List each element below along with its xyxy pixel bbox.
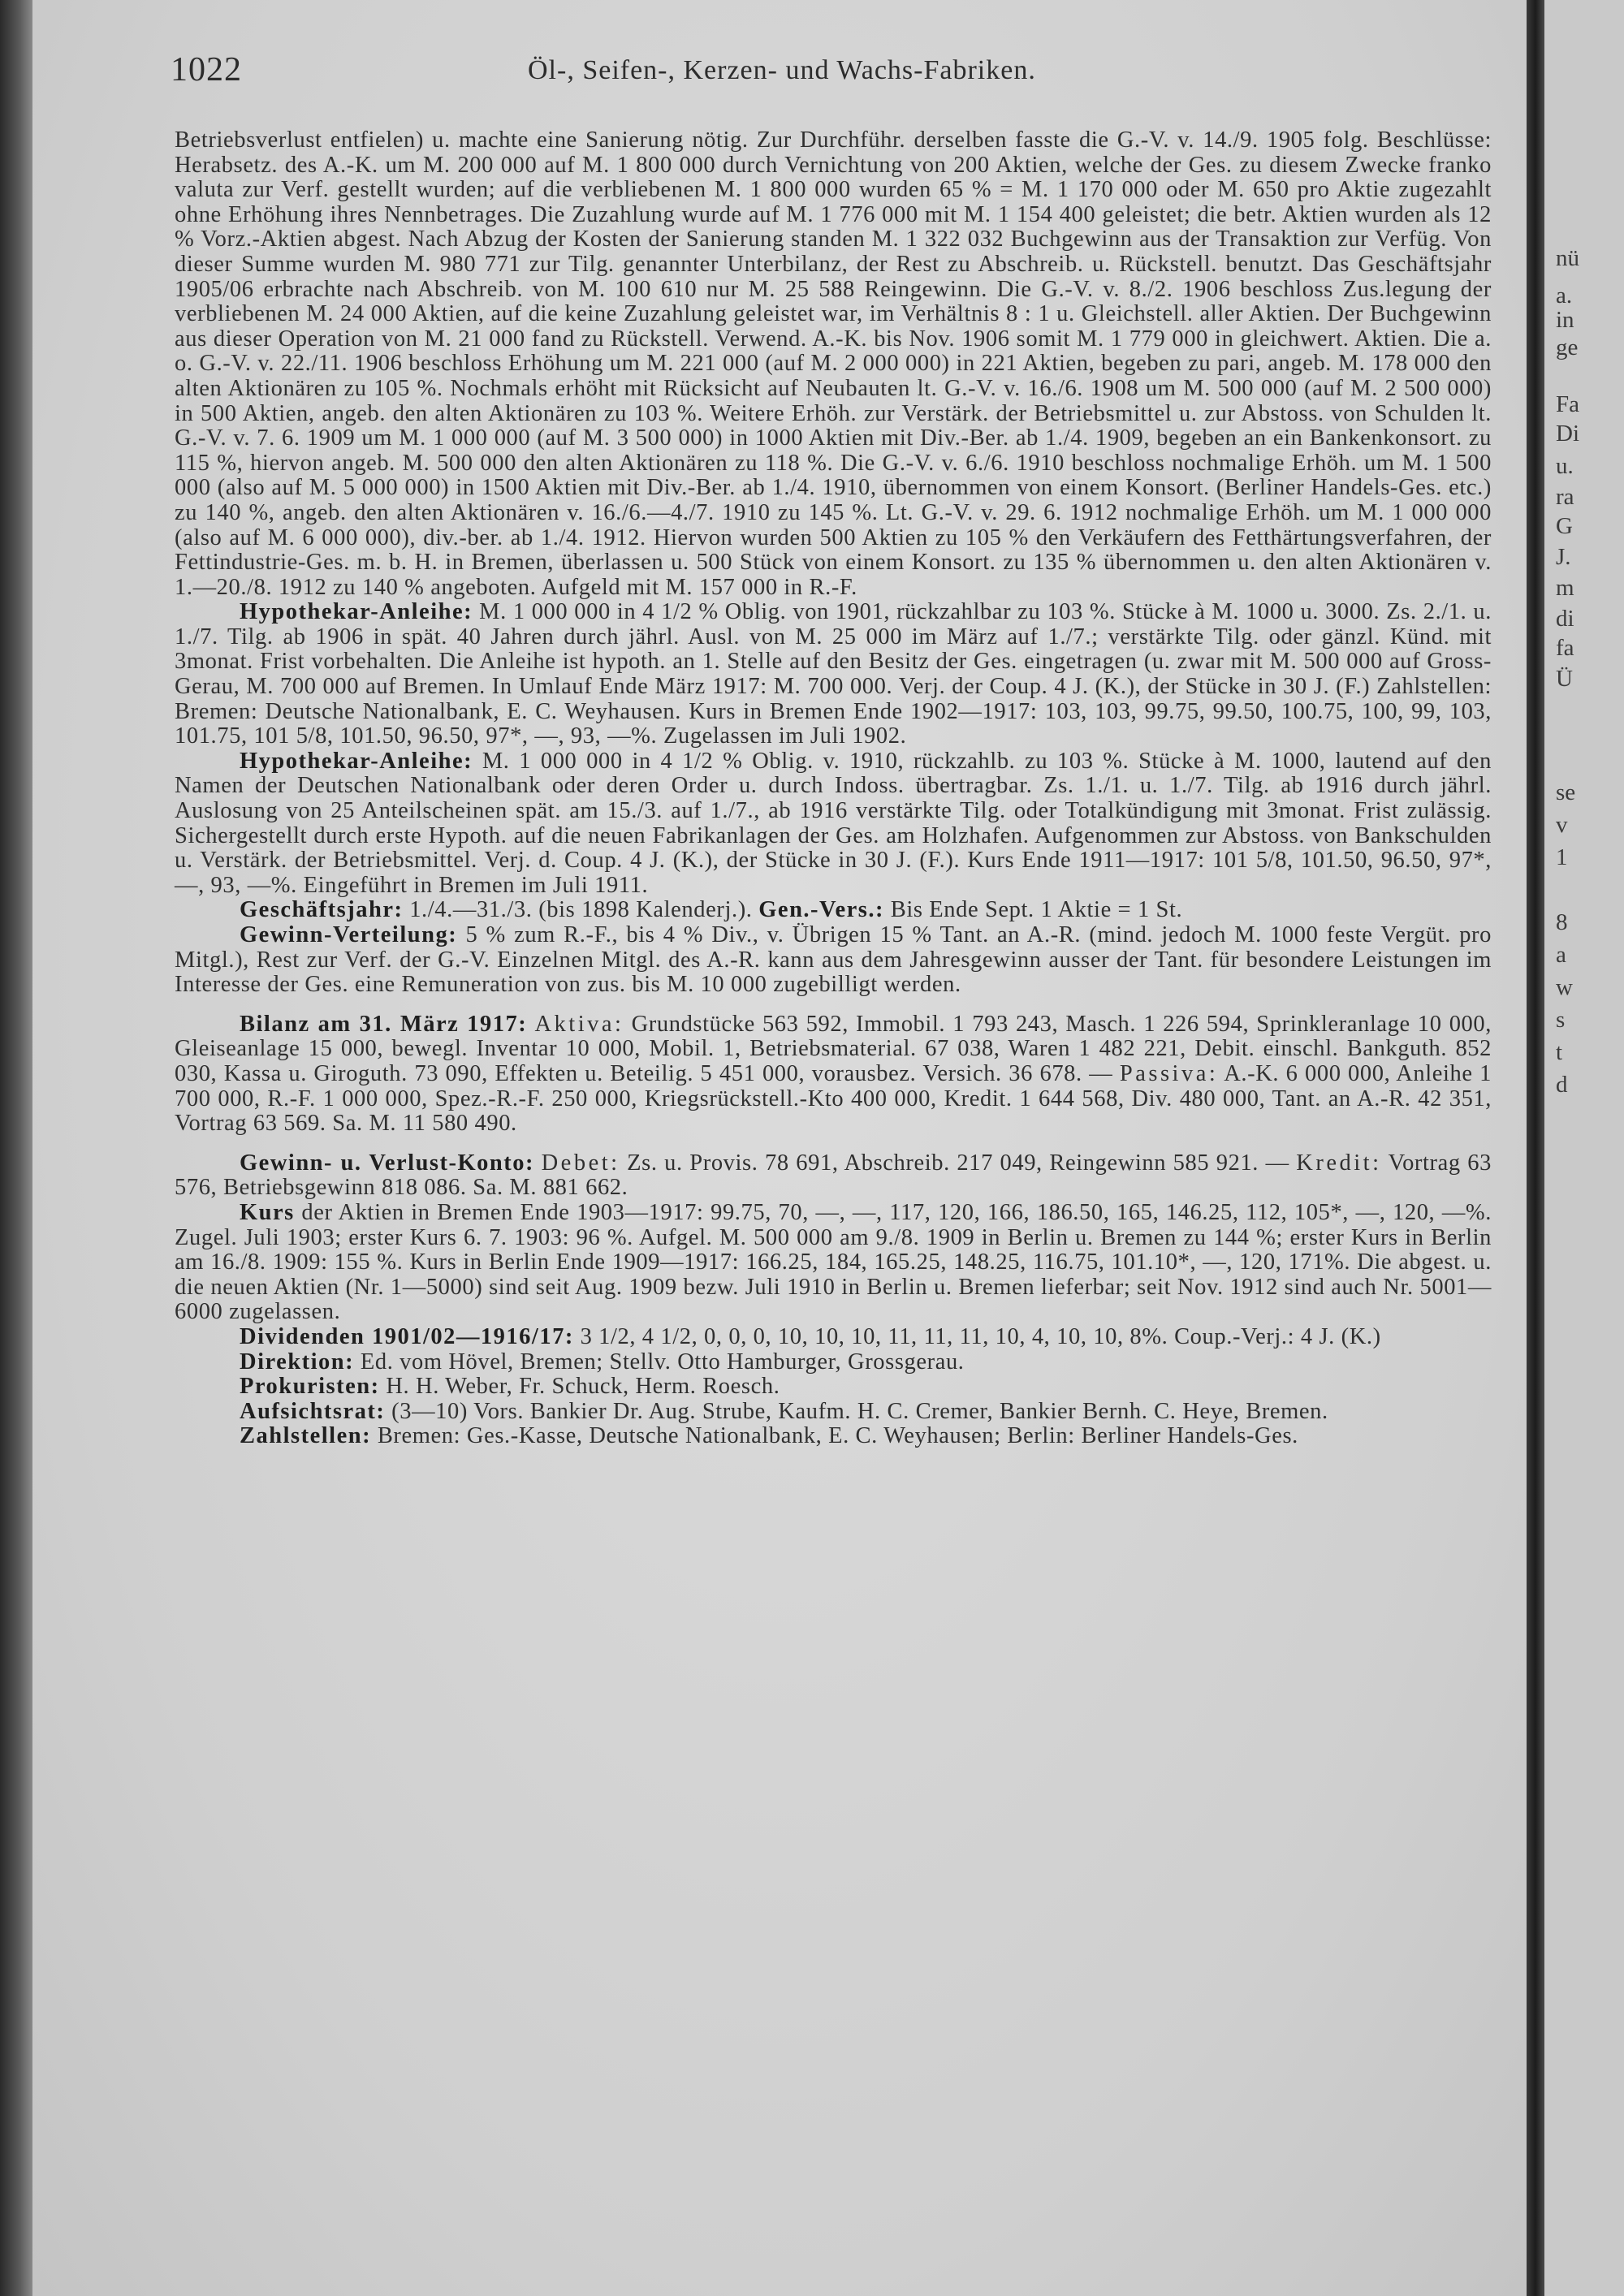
body-text <box>175 128 1492 1449</box>
paragraph-zahlstellen <box>175 1424 1492 1449</box>
paragraph-prokuristen <box>175 1375 1492 1400</box>
running-title: Öl-, Seifen-, Kerzen- und Wachs-Fabriken. <box>528 55 1036 85</box>
section-text: Zs. u. Provis. 78 691, Abschreib. 217 049, Reingewinn 585 921. — <box>627 1150 1289 1176</box>
section-label: Hypothekar-Anleihe: <box>240 748 473 774</box>
adjacent-page-text: w <box>1556 974 1573 1000</box>
section-text: 3 1/2, 4 1/2, 0, 0, 0, 10, 10, 10, 11, 11, 11, 10, 4, 10, 10, 8%. Coup.-Verj.: 4 J. (K.) <box>580 1323 1381 1349</box>
section-label: Aufsichtsrat: <box>240 1398 386 1424</box>
section-text: M. 1 000 000 in 4 1/2 % Oblig. v. 1910, rückzahlb. zu 103 %. Stücke à M. 1000, lautend auf den Namen der Deutschen Nationalbank oder deren Order u. durch Indoss. übertragbar. Zs. 1./1. u. 1./7. Tilg. ab 1916 durch jährl. Auslosung von 25 Anteilscheinen spät. am 15./3. auf 1./7., ab 1916 verstärkte Tilg. oder Totalkündigung mit 3monat. Frist zulässig. Sichergestellt durch erste Hypoth. auf die neuen Fabrikanlagen der Ges. am Holzhafen. Aufgenommen zur Abstoss. von Bankschulden u. Verstärk. der Betriebsmittel. Verj. d. Coup. 4 J. (K.), der Stücke in 30 J. (F.). Kurs Ende 1911—1917: 101 5/8, 101.50, 96.50, 97*, —, 93, —%. Eingeführt in Bremen im Juli 1911. <box>175 748 1492 898</box>
adjacent-page-text: nü <box>1556 245 1579 271</box>
section-label: Kurs <box>240 1199 295 1225</box>
adjacent-page-text: se <box>1556 779 1576 805</box>
adjacent-page-text: s <box>1556 1007 1566 1033</box>
section-label: Gewinn- u. Verlust-Konto: <box>240 1150 535 1176</box>
adjacent-page-text: d <box>1556 1072 1568 1098</box>
adjacent-page-text: J. <box>1556 544 1571 570</box>
section-text: H. H. Weber, Fr. Schuck, Herm. Roesch. <box>386 1374 780 1400</box>
section-text: der Aktien in Bremen Ende 1903—1917: 99.75, 70, —, —, 117, 120, 166, 186.50, 165, 146.25, 112, 105*, —, 120, —%. Zugel. Juli 1903; erster Kurs 6. 7. 1903: 96 %. Aufgel. M. 500 000 am 9./8. 1909 in Berlin u. Bremen zu 144 %; erster Kurs in Berlin am 16./8. 1909: 155 %. Kurs in Berlin Ende 1909—1917: 166.25, 184, 165.25, 148.25, 116.75, 101.10*, —, 120, 171%. Die abgest. u. die neuen Aktien (Nr. 1—5000) sind seit Aug. 1909 bezw. Juli 1910 in Berlin u. Bremen lieferbar; seit Nov. 1912 sind auch Nr. 5001—6000 zugelassen. <box>175 1199 1492 1325</box>
section-label: Prokuristen: <box>240 1374 380 1400</box>
section-text: A.-K. 6 000 000, Anleihe 1 700 000, R.-F. 1 000 000, Spez.-R.-F. 250 000, Kriegsrückstell.-Kto 400 000, Kredit. 1 644 568, Div. 480 000, Tant. an A.-R. 42 351, Vortrag 63 569. Sa. M. 11 580 490. <box>175 1060 1492 1137</box>
section-label: Geschäftsjahr: <box>240 897 404 923</box>
section-text: 5 % zum R.-F., bis 4 % Div., v. Übrigen 15 % Tant. an A.-R. (mind. jedoch M. 1000 feste Vergüt. pro Mitgl.), Rest zur Verf. der G.-V. Einzelnen Mitgl. des A.-R. kann aus dem Jahresgewinn ausser der Tant. für besondere Leistungen im Interesse der Ges. eine Remuneration von zus. bis M. 10 000 zugebilligt werden. <box>175 922 1492 998</box>
section-text: Bis Ende Sept. 1 Aktie = 1 St. <box>890 897 1183 923</box>
adjacent-page-text: Ü <box>1556 666 1573 692</box>
section-text: Ed. vom Hövel, Bremen; Stellv. Otto Hamburger, Grossgerau. <box>360 1349 965 1375</box>
section-label: Gewinn-Verteilung: <box>240 922 458 947</box>
paragraph-direktion <box>175 1350 1492 1375</box>
adjacent-page-text: di <box>1556 606 1574 632</box>
section-text: Grundstücke 563 592, Immobil. 1 793 243, Masch. 1 226 594, Sprinkleranlage 10 000, Gleiseanlage 15 000, bewegl. Inventar 10 000, Mobil. 1, Betriebsmaterial. 67 038, Waren 1 482 221, Debit. einschl. Bankguth. 852 030, Kassa u. Giroguth. 73 090, Effekten u. Beteilig. 5 451 000, vorausbez. Versich. 36 678. — <box>175 1011 1492 1086</box>
paragraph-hypothekar-anleihe-1 <box>175 600 1492 749</box>
paragraph-aufsichtsrat <box>175 1400 1492 1425</box>
page-header <box>171 50 1494 91</box>
paragraph-bilanz <box>175 1012 1492 1137</box>
adjacent-page-text: Di <box>1556 421 1579 447</box>
adjacent-page-text: G <box>1556 513 1573 539</box>
adjacent-page-text: t <box>1556 1039 1563 1065</box>
paragraph-geschaeftsjahr <box>175 898 1492 923</box>
paragraph-intro: Betriebsverlust entfielen) u. machte eine Sanierung nötig. Zur Durchführ. derselben fasste die G.-V. v. 14./9. 1905 folg. Beschlüsse: Herabsetz. des A.-K. um M. 200 000 auf M. 1 800 000 durch Vernichtung von 200 Aktien, welche der Ges. zu diesem Zwecke franko valuta zur Verf. gestellt wurden; auf die verbliebenen M. 1 800 000 wurden 65 % = M. 1 170 000 oder M. 650 pro Aktie zugezahlt ohne Erhöhung ihres Nennbetrages. Die Zuzahlung wurde auf M. 1 776 000 mit M. 1 154 400 geleistet; die betr. Aktien wurden als 12 % Vorz.-Aktien abgest. Nach Abzug der Kosten der Sanierung standen M. 1 322 032 Buchgewinn aus der Transaktion zur Verfüg. Von dieser Summe wurden M. 980 771 zur Tilg. genannter Unterbilanz, der Rest zu Abschreib. u. Rückstell. benutzt. Das Geschäftsjahr 1905/06 erbrachte nach Abschreib. von M. 100 610 nur M. 25 588 Reingewinn. Die G.-V. v. 8./2. 1906 beschloss Zus.legung der verbliebenen M. 24 000 Aktien, auf die keine Zuzahlung geleistet war, im Verhältnis 8 : 1 u. Gleichstell. aller Aktien. Der Buchgewinn aus dieser Operation von M. 21 000 fand zu Rückstell. Verwend. A.-K. bis Nov. 1906 somit M. 1 779 000 in gleichwert. Aktien. Die a. o. G.-V. v. 22./11. 1906 beschloss Erhöhung um M. 221 000 (auf M. 2 000 000) in 221 Aktien, begeben zu pari, angeb. M. 178 000 den alten Aktionären zu 105 %. Nochmals erhöht mit Rücksicht auf Neubauten lt. G.-V. v. 16./6. 1908 um M. 500 000 (auf M. 2 500 000) in 500 Aktien, angeb. den alten Aktionären zu 103 %. Weitere Erhöh. zur Verstärk. der Betriebsmittel u. zur Abstoss. von Schulden lt. G.-V. v. 7. 6. 1909 um M. 1 000 000 (auf M. 3 500 000) in 1000 Aktien mit Div.-Ber. ab 1./4. 1909, begeben an ein Bankenkonsort. zu 115 %, hiervon angeb. M. 500 000 den alten Aktionären zu 118 %. Die G.-V. v. 6./6. 1910 beschloss nochmalige Erhöh. um M. 1 500 000 (also auf M. 5 000 000) in 1500 Aktien mit Div.-Ber. ab 1./4. 1910, übernommen von einem Konsort. (Berliner Handels-Ges. etc.) zu 140 %, angeb. den alten Aktionären v. 16./6.—4./7. 1910 zu 145 %. Lt. G.-V. v. 29. 6. 1912 nochmalige Erhöh. um M. 1 000 000 (also auf M. 6 000 000), div.-ber. ab 1./4. 1912. Hiervon wurden 500 Aktien zu 105 % den Verkäufern des Fetthärtungsverfahren, der Fettindustrie-Ges. m. b. H. in Bremen, überlassen u. 500 Stück von einem Konsort. zu 135 % übernommen u. den alten Aktionären v. 1.—20./8. 1912 zu 140 % angeboten. Aufgeld mit M. 157 000 in R.-F. <box>175 127 1492 600</box>
adjacent-page-text: m <box>1556 575 1574 601</box>
paragraph-gewinn-verlust-konto <box>175 1151 1492 1201</box>
section-label: Hypothekar-Anleihe: <box>240 599 473 625</box>
adjacent-page-text: 1 <box>1556 844 1568 870</box>
paragraph-kurs <box>175 1201 1492 1325</box>
adjacent-page-edge <box>1544 0 1624 2296</box>
kredit-label: Kredit: <box>1296 1150 1382 1176</box>
adjacent-page-text: Fa <box>1556 391 1579 417</box>
section-label: Dividenden 1901/02—1916/17: <box>240 1323 574 1349</box>
paragraph-gewinn-verteilung <box>175 923 1492 998</box>
debet-label: Debet: <box>541 1150 620 1176</box>
page-number: 1022 <box>171 51 242 88</box>
section-label: Gen.-Vers.: <box>758 897 885 923</box>
adjacent-page-text: fa <box>1556 635 1574 661</box>
aktiva-label: Aktiva: <box>534 1011 624 1037</box>
passiva-label: Passiva: <box>1119 1060 1219 1086</box>
section-text: (3—10) Vors. Bankier Dr. Aug. Strube, Kaufm. H. C. Cremer, Bankier Bernh. C. Heye, Bremen. <box>391 1398 1328 1424</box>
section-label: Direktion: <box>240 1349 355 1375</box>
paragraph-hypothekar-anleihe-2 <box>175 749 1492 899</box>
adjacent-page-text: ra <box>1556 484 1574 510</box>
scan-edge <box>0 0 32 2296</box>
section-label: Bilanz am 31. März 1917: <box>240 1011 528 1037</box>
adjacent-page-text: in <box>1556 307 1574 333</box>
section-label: Zahlstellen: <box>240 1423 372 1449</box>
section-text: 1./4.—31./3. (bis 1898 Kalenderj.). <box>409 897 753 923</box>
section-text: Bremen: Ges.-Kasse, Deutsche Nationalbank, E. C. Weyhausen; Berlin: Berliner Handels-Ges. <box>377 1423 1298 1449</box>
adjacent-page-text: ge <box>1556 334 1579 360</box>
adjacent-page-text: 8 <box>1556 909 1568 935</box>
section-text: M. 1 000 000 in 4 1/2 % Oblig. von 1901, rückzahlbar zu 103 %. Stücke à M. 1000 u. 3000. Zs. 2./1. u. 1./7. Tilg. ab 1906 in spät. 40 Jahren durch jährl. Ausl. von M. 25 000 im März auf 1./7.; verstärkte Tilg. oder gänzl. Künd. mit 3monat. Frist vorbehalten. Die Anleihe ist hypoth. an 1. Stelle auf den Besitz der Ges. eingetragen (u. zwar mit M. 500 000 auf Gross-Gerau, M. 700 000 auf Bremen. In Umlauf Ende März 1917: M. 700 000. Verj. der Coup. 4 J. (K.), der Stücke in 30 J. (F.) Zahlstellen: Bremen: Deutsche Nationalbank, E. C. Weyhausen. Kurs in Bremen Ende 1902—1917: 103, 103, 99.75, 99.50, 100.75, 100, 99, 103, 101.75, 101 5/8, 101.50, 96.50, 97*, —, 93, —%. Zugelassen im Juli 1902. <box>175 599 1492 749</box>
adjacent-page-text: a. <box>1556 283 1573 309</box>
book-gutter <box>1527 0 1544 2296</box>
adjacent-page-text: v <box>1556 812 1568 838</box>
adjacent-page-text: u. <box>1556 453 1574 479</box>
adjacent-page-text: a <box>1556 942 1566 968</box>
section-text: Vortrag 63 576, Betriebsgewinn 818 086. Sa. M. 881 662. <box>175 1150 1492 1201</box>
paragraph-dividenden <box>175 1325 1492 1350</box>
